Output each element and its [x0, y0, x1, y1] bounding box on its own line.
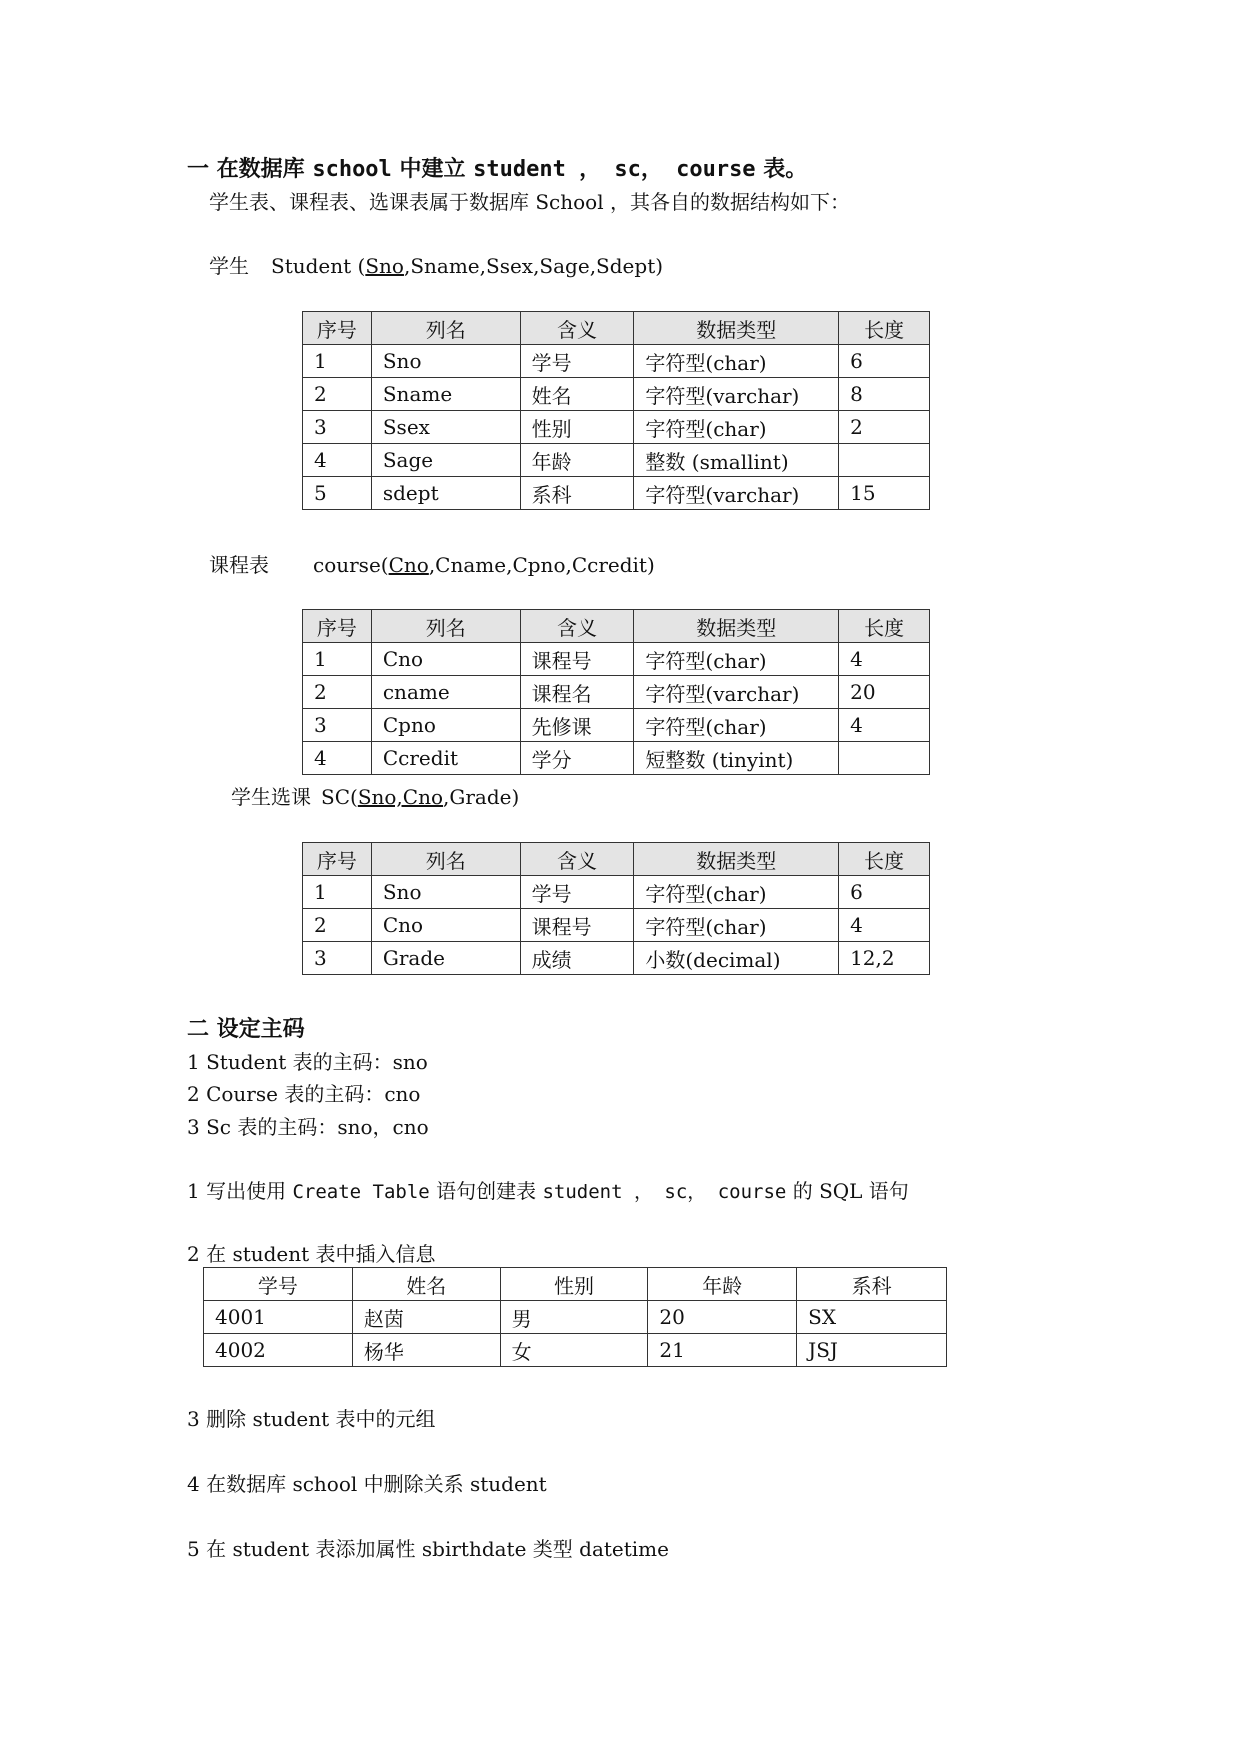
task-1	[187, 1175, 909, 1204]
table-cell: Ccredit	[371, 742, 520, 775]
table-cell: 学号	[520, 345, 634, 378]
table-cell: 4	[303, 444, 372, 477]
schema-rest: ,Grade)	[443, 785, 520, 809]
insert-data-table	[203, 1267, 947, 1367]
task-text: 语句创建表	[429, 1179, 543, 1203]
table-cell: Sage	[371, 444, 520, 477]
table-cell: 21	[648, 1334, 797, 1367]
table-row	[204, 1334, 947, 1367]
table-body	[204, 1301, 947, 1367]
table-cell	[839, 742, 930, 775]
table-cell: 6	[839, 876, 930, 909]
column-header: 含义	[520, 843, 634, 876]
schema-key: Sno	[365, 254, 404, 278]
task-text: 的 SQL 语句	[786, 1179, 909, 1203]
table-cell: 字符型(varchar)	[634, 477, 839, 510]
section1-title	[187, 152, 807, 183]
table-row	[303, 742, 930, 775]
course-schema-line	[209, 549, 655, 578]
table-cell: 性别	[520, 411, 634, 444]
table-cell: 8	[839, 378, 930, 411]
table-cell: 字符型(char)	[634, 345, 839, 378]
column-header: 列名	[371, 843, 520, 876]
table-row	[303, 411, 930, 444]
table-cell: 学号	[520, 876, 634, 909]
table-cell: 系科	[520, 477, 634, 510]
table-row	[303, 909, 930, 942]
title-text: 中建立	[391, 157, 474, 182]
task-3: 3 删除 student 表中的元组	[187, 1407, 436, 1431]
table-cell: 女	[500, 1334, 648, 1367]
table-row	[303, 643, 930, 676]
table-body	[303, 643, 930, 775]
schema-rest: ,Sname,Ssex,Sage,Sdept)	[403, 254, 664, 278]
schema-label: 学生选课	[231, 785, 311, 809]
table-cell: 杨华	[352, 1334, 500, 1367]
schema-key: Cno	[388, 553, 429, 577]
column-header: 长度	[839, 312, 930, 345]
column-header: 性别	[500, 1268, 648, 1301]
task-5: 5 在 student 表添加属性 sbirthdate 类型 datetime	[187, 1537, 669, 1561]
table-cell: 1	[303, 643, 372, 676]
table-cell: 1	[303, 876, 372, 909]
task-code: student ， sc， course	[542, 1181, 787, 1203]
table-header-row	[303, 312, 930, 345]
schema-name: SC(	[321, 785, 358, 809]
table-cell: 姓名	[520, 378, 634, 411]
column-header: 序号	[303, 312, 372, 345]
schema-name: Student (	[271, 254, 366, 278]
task-code: Create Table	[292, 1181, 430, 1203]
table-cell: 6	[839, 345, 930, 378]
student-schema-line	[209, 250, 663, 279]
table-cell: JSJ	[797, 1334, 947, 1367]
table-cell: 字符型(varchar)	[634, 378, 839, 411]
table-cell: 5	[303, 477, 372, 510]
table-cell: Sname	[371, 378, 520, 411]
task-4: 4 在数据库 school 中删除关系 student	[187, 1472, 547, 1496]
table-cell: SX	[797, 1301, 947, 1334]
table-cell: 2	[303, 909, 372, 942]
column-header: 系科	[797, 1268, 947, 1301]
table-cell: 4	[839, 909, 930, 942]
table-cell: Cno	[371, 643, 520, 676]
table-cell: Grade	[371, 942, 520, 975]
table-row	[303, 444, 930, 477]
title-db-name: school	[312, 157, 392, 182]
table-cell: 字符型(char)	[634, 909, 839, 942]
column-header: 数据类型	[634, 610, 839, 643]
table-cell: 字符型(char)	[634, 876, 839, 909]
student-structure-table	[302, 311, 930, 510]
column-header: 数据类型	[634, 843, 839, 876]
primary-key-item: 3 Sc 表的主码：sno，cno	[187, 1115, 429, 1139]
column-header: 学号	[204, 1268, 353, 1301]
table-cell: 成绩	[520, 942, 634, 975]
table-cell	[839, 444, 930, 477]
table-cell: 赵茵	[352, 1301, 500, 1334]
table-cell: 3	[303, 709, 372, 742]
table-cell: 1	[303, 345, 372, 378]
column-header: 年龄	[648, 1268, 797, 1301]
table-cell: 整数 (smallint)	[634, 444, 839, 477]
title-text: 表。	[755, 157, 808, 182]
table-body	[303, 876, 930, 975]
table-cell: 字符型(varchar)	[634, 676, 839, 709]
primary-key-item: 1 Student 表的主码：sno	[187, 1050, 428, 1074]
column-header: 含义	[520, 610, 634, 643]
table-cell: Ssex	[371, 411, 520, 444]
table-cell: 字符型(char)	[634, 643, 839, 676]
column-header: 序号	[303, 843, 372, 876]
schema-label: 学生	[209, 254, 249, 278]
sc-structure-table	[302, 842, 930, 975]
table-row	[303, 942, 930, 975]
table-row	[204, 1301, 947, 1334]
column-header: 姓名	[352, 1268, 500, 1301]
table-row	[303, 876, 930, 909]
table-cell: 20	[839, 676, 930, 709]
table-header-row	[303, 610, 930, 643]
table-cell: 12,2	[839, 942, 930, 975]
task-2: 2 在 student 表中插入信息	[187, 1242, 436, 1266]
table-cell: 3	[303, 942, 372, 975]
table-cell: 4	[839, 709, 930, 742]
table-cell: 课程号	[520, 643, 634, 676]
table-row	[303, 477, 930, 510]
table-cell: 字符型(char)	[634, 709, 839, 742]
column-header: 长度	[839, 610, 930, 643]
table-cell: 学分	[520, 742, 634, 775]
table-header-row	[204, 1268, 947, 1301]
table-row	[303, 345, 930, 378]
column-header: 数据类型	[634, 312, 839, 345]
column-header: 长度	[839, 843, 930, 876]
table-cell: 3	[303, 411, 372, 444]
table-cell: 20	[648, 1301, 797, 1334]
column-header: 列名	[371, 312, 520, 345]
column-header: 列名	[371, 610, 520, 643]
table-cell: 4	[839, 643, 930, 676]
table-cell: 15	[839, 477, 930, 510]
table-cell: 2	[839, 411, 930, 444]
table-row	[303, 676, 930, 709]
section1-intro: 学生表、课程表、选课表属于数据库 School ，其各自的数据结构如下：	[209, 190, 850, 214]
table-cell: 4002	[204, 1334, 353, 1367]
table-cell: 男	[500, 1301, 648, 1334]
section2-title: 二 设定主码	[187, 1017, 305, 1042]
table-row	[303, 709, 930, 742]
table-cell: Cno	[371, 909, 520, 942]
table-body	[303, 345, 930, 510]
table-cell: cname	[371, 676, 520, 709]
table-cell: 先修课	[520, 709, 634, 742]
table-cell: Sno	[371, 876, 520, 909]
schema-key: Sno,Cno	[357, 785, 444, 809]
column-header: 含义	[520, 312, 634, 345]
table-cell: Cpno	[371, 709, 520, 742]
schema-rest: ,Cname,Cpno,Ccredit)	[428, 553, 655, 577]
table-cell: sdept	[371, 477, 520, 510]
primary-key-item: 2 Course 表的主码：cno	[187, 1082, 421, 1106]
course-structure-table	[302, 609, 930, 775]
table-cell: 短整数 (tinyint)	[634, 742, 839, 775]
title-text: 一 在数据库	[187, 157, 313, 182]
table-header-row	[303, 843, 930, 876]
column-header: 序号	[303, 610, 372, 643]
table-cell: 2	[303, 676, 372, 709]
table-cell: Sno	[371, 345, 520, 378]
table-cell: 4001	[204, 1301, 353, 1334]
table-cell: 小数(decimal)	[634, 942, 839, 975]
table-cell: 字符型(char)	[634, 411, 839, 444]
schema-name: course(	[313, 553, 389, 577]
table-row	[303, 378, 930, 411]
sc-schema-line	[231, 781, 519, 810]
title-table-names: student ， sc， course	[473, 157, 756, 182]
table-cell: 课程号	[520, 909, 634, 942]
table-cell: 年龄	[520, 444, 634, 477]
task-text: 1 写出使用	[187, 1179, 293, 1203]
table-cell: 4	[303, 742, 372, 775]
table-cell: 2	[303, 378, 372, 411]
table-cell: 课程名	[520, 676, 634, 709]
schema-label: 课程表	[209, 553, 269, 577]
